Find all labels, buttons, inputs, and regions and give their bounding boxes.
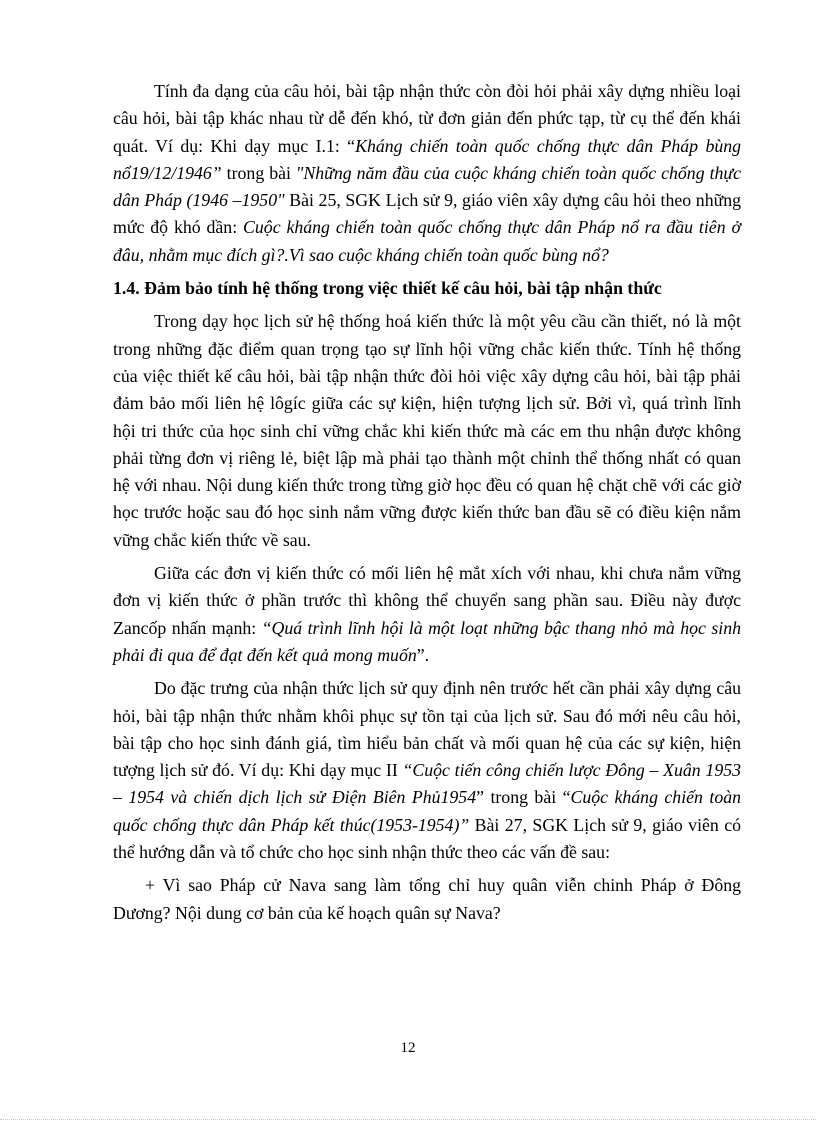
bullet-item-navarre-question (113, 872, 741, 927)
text-run: ”. (416, 644, 430, 665)
italic-run: Cuộc kháng chiến toàn quốc chống thực dân Pháp kết thúc(1953-1954)” (113, 787, 741, 835)
italic-run: Cuộc kháng chiến toàn quốc chống thực dân Pháp nổ ra đầu tiên ở đâu, nhằm mục đích gì?.Vì sao cuộc kháng chiến toàn quốc bùng nổ? (113, 217, 741, 265)
italic-run: “Quá trình lĩnh hội là một loạt những bậc thang nhỏ mà học sinh phải đi qua để đạt đến kết quả mong muốn (113, 617, 741, 665)
text-run: Bài 27, SGK Lịch sử 9, giáo viên có thể hướng dẫn và tổ chức cho học sinh nhận thức theo các vấn đề sau: (113, 814, 741, 863)
section-heading (113, 275, 741, 302)
text-run: + Vì sao Pháp cử Nava sang làm tổng chỉ huy quân viễn chinh Pháp ở Đông Dương? Nội dung cơ bản của kế hoạch quân sự Nava? (113, 875, 741, 923)
page-number: 12 (400, 1040, 416, 1056)
text-run: Trong dạy học lịch sử hệ thống hoá kiến thức là một yêu cầu cần thiết, nó là một trong những đặc điểm quan trọng tạo sự lĩnh hội vững chắc kiến thức. Tính hệ thống của việc thiết kế câu hỏi, bài tập nhận thức đòi hỏi việc xây dựng câu hỏi, bài tập phải đảm bảo mối liên hệ lôgíc giữa các sự kiện, hiện tượng lịch sử. Bởi vì, quá trình lĩnh hội tri thức của học sinh chỉ vững chắc khi kiến thức mà các em thu nhận được không phải từng đơn vị riêng lẻ, biệt lập mà phải tạo thành một chỉnh thể thống nhất có quan hệ với nhau. Nội dung kiến thức trong từng giờ học đều có quan hệ chặt chẽ với các giờ học trước hoặc sau đó học sinh nắm vững được kiến thức ban đầu sẽ có điều kiện nắm vững chắc kiến thức về sau. (113, 311, 741, 550)
text-run: Do đặc trưng của nhận thức lịch sử quy định nên trước hết cần phải xây dựng câu hỏi, bài tập nhận thức nhằm khôi phục sự tồn tại của lịch sử. Sau đó mới nêu câu hỏi, bài tập cho học sinh đánh giá, tìm hiểu bản chất và mối quan hệ của các sự kiện, hiện tượng lịch sử đó. Ví dụ: Khi dạy mục II (113, 678, 741, 781)
text-run: Tính đa dạng của câu hỏi, bài tập nhận thức còn đòi hỏi phải xây dựng nhiều loại câu hỏi, bài tập khác nhau từ dễ đến khó, từ đơn giản đến phức tạp, từ cụ thể đến khái quát. Ví dụ: Khi dạy mục I.1: “ (113, 81, 741, 156)
paragraph-systematic-knowledge (113, 308, 741, 554)
italic-run: Kháng chiến toàn quốc chống thực dân Pháp bùng nổ19/12/1946” (113, 135, 742, 183)
page-body (113, 78, 741, 927)
paragraph-zankov-quote (113, 560, 741, 669)
text-run: ” trong bài “ (476, 787, 571, 808)
paragraph-example-dien-bien-phu (113, 675, 741, 866)
text-run: Bài 25, SGK Lịch sử 9, giáo viên xây dựng câu hỏi theo những mức độ khó dần: (113, 190, 742, 238)
italic-run: "Những năm đầu của cuộc kháng chiến toàn quốc chống thực dân Pháp (1946 –1950" (113, 162, 741, 211)
italic-run: “Cuộc tiến công chiến lược Đông – Xuân 1953 – 1954 và chiến dịch lịch sử Điện Biên Phủ1954 (113, 760, 741, 808)
paragraph-question-diversity (113, 78, 741, 269)
heading-text: 1.4. Đảm bảo tính hệ thống trong việc thiết kế câu hỏi, bài tập nhận thức (113, 278, 662, 299)
text-run: Giữa các đơn vị kiến thức có mối liên hệ mắt xích với nhau, khi chưa nắm vững đơn vị kiến thức ở phần trước thì không thể chuyển sang phần sau. Điều này được Zancốp nhấn mạnh: (113, 563, 741, 638)
page-bottom-divider (0, 1119, 816, 1120)
text-run: trong bài (221, 162, 296, 183)
